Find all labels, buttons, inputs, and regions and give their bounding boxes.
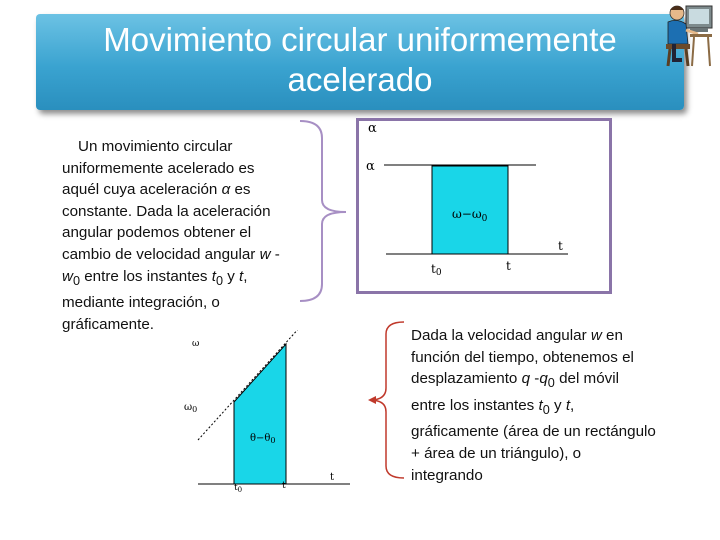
left-line-1: Un movimiento circular [78,138,233,155]
text: en [601,327,623,344]
sub: 0 [435,268,442,278]
text: y [223,267,240,285]
left-paragraph [62,136,324,335]
left-line-6 [62,244,324,266]
title-line-1: Movimiento circular uniformemente [103,21,617,58]
w-var: w [62,267,73,285]
person-at-computer-icon [660,0,716,70]
omega0-label [184,402,197,414]
right-line-3 [411,368,701,395]
text: del móvil [554,370,619,388]
right-line-6: + área de un triángulo), o [411,445,582,463]
omega-area [234,344,286,484]
text: entre los instantes [80,267,212,285]
t-var: t [565,396,571,414]
sub: 0 [481,214,488,224]
label: t [234,483,238,493]
left-line-8: mediante integración, o [62,294,220,312]
text: - [270,245,280,263]
t-var: t [211,267,216,285]
sub: 0 [215,273,223,288]
alpha-axis-label: α [368,121,377,136]
left-line-5: angular podemos obtener el [62,224,252,242]
red-brace [366,320,406,480]
left-brace [294,118,356,304]
left-line-7 [62,266,324,293]
omega-graph [172,330,358,500]
right-line-1 [411,325,701,347]
omega-t0-label [234,483,242,494]
alpha-graph [356,118,612,294]
text: entre los instantes [411,396,539,414]
sub: 0 [237,486,243,494]
left-line-2: uniformemente acelerado es [62,159,255,177]
left-line-9: gráficamente. [62,315,155,333]
text: cambio de velocidad angular [62,245,260,263]
sub: 0 [542,402,550,417]
alpha-var: α [221,181,231,199]
left-line-3 [62,179,324,201]
alpha-t0-label [431,262,442,278]
label: ω [184,402,193,413]
w-var: w [590,327,602,344]
omega-t-label: t [282,481,286,491]
text: y [549,396,566,414]
sub: 0 [72,273,81,288]
right-line-5: gráficamente (área de un rectángulo [411,423,656,441]
alpha-level-label: α [366,159,375,174]
right-line-4 [411,395,701,422]
t-var: t [239,267,244,285]
text: Dada la velocidad angular [411,327,591,344]
sub: 0 [270,436,276,445]
text: - [530,370,540,388]
q-var: q [521,370,531,388]
text: aquél cuya aceleración [62,181,222,199]
right-line-2: función del tiempo, obtenemos el [411,348,634,366]
right-line-7: integrando [411,466,483,484]
alpha-t-label: t [506,259,511,273]
title-line-2: acelerado [287,61,433,98]
left-line-4: constante. Dada la aceleración [62,202,271,220]
q-var: q [539,370,548,388]
w-var: w [259,245,271,263]
text: desplazamiento [411,370,522,388]
text: es [230,181,251,199]
sub: 0 [192,405,198,414]
text: , [243,267,248,285]
slide-title [36,20,684,100]
label: ω−ω [452,207,482,221]
text: , [570,396,575,414]
sub: 0 [547,376,555,391]
omega-x-axis-label: t [330,472,335,483]
label: t [431,262,436,276]
right-paragraph [411,325,701,486]
alpha-x-axis-label: t [558,239,563,253]
omega-axis-label: ω [192,339,200,349]
t-var: t [538,396,543,414]
label: θ−θ [250,433,271,444]
